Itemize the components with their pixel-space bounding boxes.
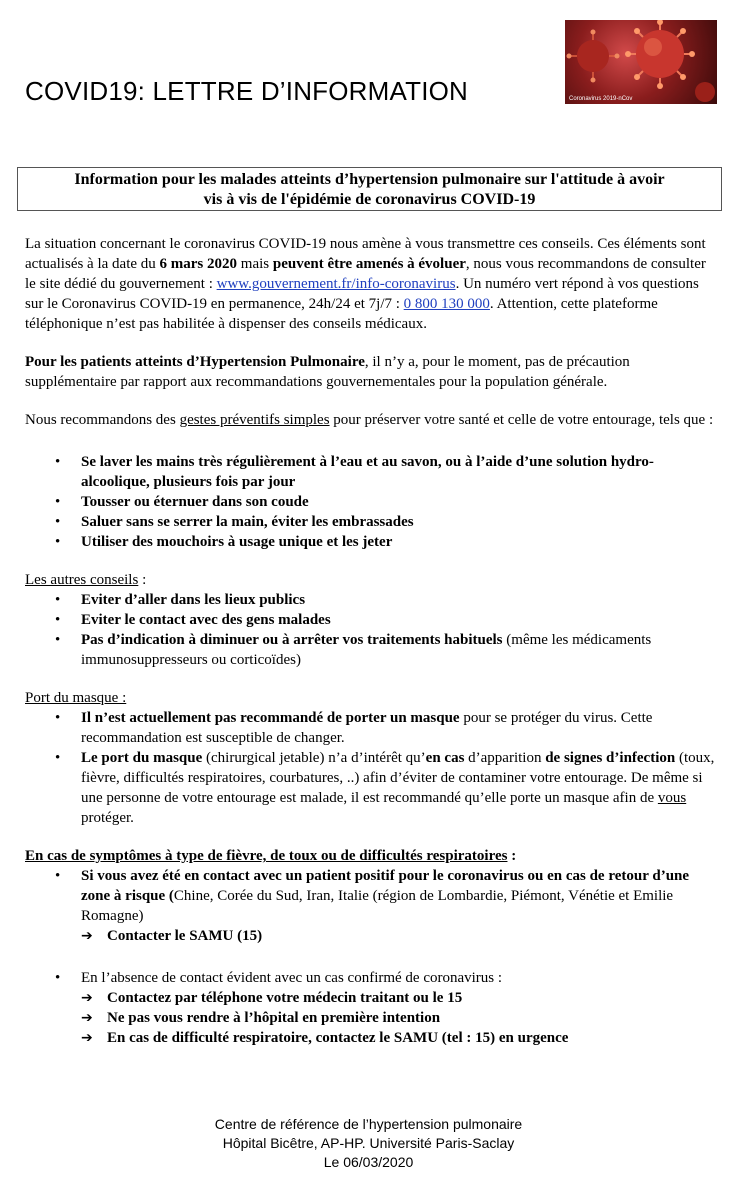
document-footer bbox=[0, 1115, 737, 1172]
other-advice-heading bbox=[25, 570, 715, 590]
action-item bbox=[25, 1028, 715, 1048]
bullet-icon: • bbox=[55, 710, 61, 726]
list-item-text: d’apparition bbox=[464, 750, 546, 766]
virus-illustration bbox=[565, 20, 717, 104]
list-item-text: pour se protéger du virus. Cette recommandation est susceptible de changer. bbox=[81, 710, 653, 746]
list-item-bold: Il n’est actuellement pas recommandé de porter un masque bbox=[81, 710, 460, 726]
patients-paragraph bbox=[25, 352, 715, 392]
bullet-icon: • bbox=[55, 632, 61, 648]
list-item bbox=[25, 532, 715, 552]
symptoms-action-list bbox=[25, 926, 715, 946]
symptoms-heading bbox=[25, 846, 715, 866]
list-item bbox=[25, 610, 715, 630]
mask-heading-text: Port du masque : bbox=[25, 690, 127, 706]
intro-date: 6 mars 2020 bbox=[159, 256, 238, 272]
list-item-text: En l’absence de contact évident avec un cas confirmé de coronavirus : bbox=[81, 970, 503, 986]
list-item-bold: de signes d’infection bbox=[545, 750, 676, 766]
image-caption: Coronavirus 2019-nCov bbox=[569, 96, 633, 102]
list-item-text: Tousser ou éternuer dans son coude bbox=[81, 494, 309, 510]
list-item-text: protéger. bbox=[81, 810, 134, 826]
list-item-text: Eviter le contact avec des gens malades bbox=[81, 612, 331, 628]
list-item bbox=[25, 590, 715, 610]
intro-text: . Attention, cette plateforme téléphonique n’est pas habilitée à dispenser des conseils médicaux. bbox=[25, 296, 658, 332]
gestures-underline: gestes préventifs simples bbox=[179, 412, 330, 428]
box-title-line1: Information pour les malades atteints d’hypertension pulmonaire sur l'attitude à avoir bbox=[74, 171, 665, 188]
list-item bbox=[25, 866, 715, 926]
intro-text: . Un numéro vert répond à vos questions sur le Coronavirus COVID-19 en permanence, 24h/24 et 7j/7 : bbox=[25, 276, 699, 312]
list-item bbox=[25, 512, 715, 532]
list-item-text: (toux, fièvre, difficultés respiratoires, courbatures, ..) afin d’éviter de contaminer votre entourage. De même si une personne de votre entourage est malade, il est recommandé qu’elle porte un masque afin de bbox=[81, 750, 715, 806]
heading-suffix: : bbox=[138, 572, 147, 588]
no-contact-action-list bbox=[25, 988, 715, 1048]
action-item bbox=[25, 926, 715, 946]
coronavirus-image bbox=[565, 20, 717, 104]
bullet-icon: • bbox=[55, 612, 61, 628]
list-item-text: Eviter d’aller dans les lieux publics bbox=[81, 592, 306, 608]
bullet-icon: • bbox=[55, 514, 61, 530]
list-item-bold: en cas bbox=[425, 750, 465, 766]
list-item bbox=[25, 492, 715, 512]
footer-date: Le 06/03/2020 bbox=[323, 1154, 414, 1170]
mask-list bbox=[25, 708, 715, 828]
gestures-paragraph bbox=[25, 410, 715, 430]
other-advice-list bbox=[25, 590, 715, 670]
symptoms-list bbox=[25, 866, 715, 926]
letter-body bbox=[25, 234, 715, 1048]
action-text: Ne pas vous rendre à l’hôpital en première intention bbox=[107, 1010, 441, 1026]
action-text: En cas de difficulté respiratoire, contactez le SAMU (tel : 15) en urgence bbox=[107, 1030, 569, 1046]
box-title-line2: vis à vis de l'épidémie de coronavirus COVID-19 bbox=[203, 191, 536, 208]
hotline-phone-link[interactable]: 0 800 130 000 bbox=[403, 296, 490, 312]
gestures-list bbox=[25, 452, 715, 552]
list-item-text: (même les médicaments immunosuppresseurs ou corticoïdes) bbox=[81, 632, 652, 668]
no-contact-list bbox=[25, 968, 715, 988]
list-item-text: Utiliser des mouchoirs à usage unique et les jeter bbox=[81, 534, 393, 550]
bullet-icon: • bbox=[55, 970, 61, 986]
list-item bbox=[25, 630, 715, 670]
intro-text: , nous vous recommandons de consulter le site dédié du gouvernement : bbox=[25, 256, 706, 292]
info-box-title bbox=[17, 167, 722, 211]
bullet-icon: • bbox=[55, 534, 61, 550]
gestures-text: Nous recommandons des bbox=[25, 412, 180, 428]
footer-line1: Centre de référence de l’hypertension pulmonaire bbox=[214, 1116, 523, 1132]
list-item bbox=[25, 452, 715, 492]
arrow-right-icon: ➔ bbox=[81, 1010, 93, 1026]
footer-line2: Hôpital Bicêtre, AP-HP. Université Paris-Saclay bbox=[222, 1135, 515, 1151]
other-advice-heading-text: Les autres conseils bbox=[25, 572, 139, 588]
symptoms-heading-text: En cas de symptômes à type de fièvre, de toux ou de difficultés respiratoires bbox=[25, 848, 508, 864]
list-item-text: Saluer sans se serrer la main, éviter les embrassades bbox=[81, 514, 414, 530]
list-item-bold: Pas d’indication à diminuer ou à arrêter vos traitements habituels bbox=[81, 632, 503, 648]
action-item bbox=[25, 988, 715, 1008]
bullet-icon: • bbox=[55, 750, 61, 766]
list-item bbox=[25, 708, 715, 748]
list-item bbox=[25, 748, 715, 828]
heading-suffix: : bbox=[507, 848, 517, 864]
bullet-icon: • bbox=[55, 494, 61, 510]
bullet-icon: • bbox=[55, 592, 61, 608]
list-item-text: Se laver les mains très régulièrement à l’eau et au savon, ou à l’aide d’une solution hydro-alcoolique, plusieurs fois par jour bbox=[81, 454, 654, 490]
action-item bbox=[25, 1008, 715, 1028]
government-site-link[interactable]: www.gouvernement.fr/info-coronavirus bbox=[216, 276, 456, 292]
mask-heading bbox=[25, 688, 715, 708]
list-item-text: (chirurgical jetable) n’a d’intérêt qu’ bbox=[202, 750, 426, 766]
bullet-icon: • bbox=[55, 868, 61, 884]
list-item-text: Chine, Corée du Sud, Iran, Italie (région de Lombardie, Piémont, Vénétie et Emilie Romagne) bbox=[81, 888, 674, 924]
intro-text: La situation concernant le coronavirus COVID-19 nous amène à vous transmettre ces conseils. Ces éléments sont actualisés à la date du bbox=[25, 236, 706, 272]
document-title: COVID19: LETTRE D’INFORMATION bbox=[25, 76, 469, 106]
patients-bold: Pour les patients atteints d’Hypertension Pulmonaire bbox=[25, 354, 365, 370]
action-text: Contactez par téléphone votre médecin traitant ou le 15 bbox=[107, 990, 463, 1006]
intro-text: mais bbox=[237, 256, 273, 272]
intro-evolve: peuvent être amenés à évoluer bbox=[272, 256, 466, 272]
gestures-text: pour préserver votre santé et celle de votre entourage, tels que : bbox=[329, 412, 714, 428]
arrow-right-icon: ➔ bbox=[81, 990, 93, 1006]
list-item-bold: Le port du masque bbox=[81, 750, 203, 766]
list-item-underline: vous bbox=[657, 790, 687, 806]
list-item-bold: Si vous avez été en contact avec un patient positif pour le coronavirus ou en cas de retour d’une zone à risque ( bbox=[81, 868, 690, 904]
bullet-icon: • bbox=[55, 454, 61, 470]
arrow-right-icon: ➔ bbox=[81, 928, 93, 944]
intro-paragraph bbox=[25, 234, 715, 334]
action-text: Contacter le SAMU (15) bbox=[107, 928, 263, 944]
patients-text: , il n’y a, pour le moment, pas de précaution supplémentaire par rapport aux recommandations gouvernementales pour la population générale. bbox=[25, 354, 630, 390]
list-item bbox=[25, 968, 715, 988]
arrow-right-icon: ➔ bbox=[81, 1030, 93, 1046]
